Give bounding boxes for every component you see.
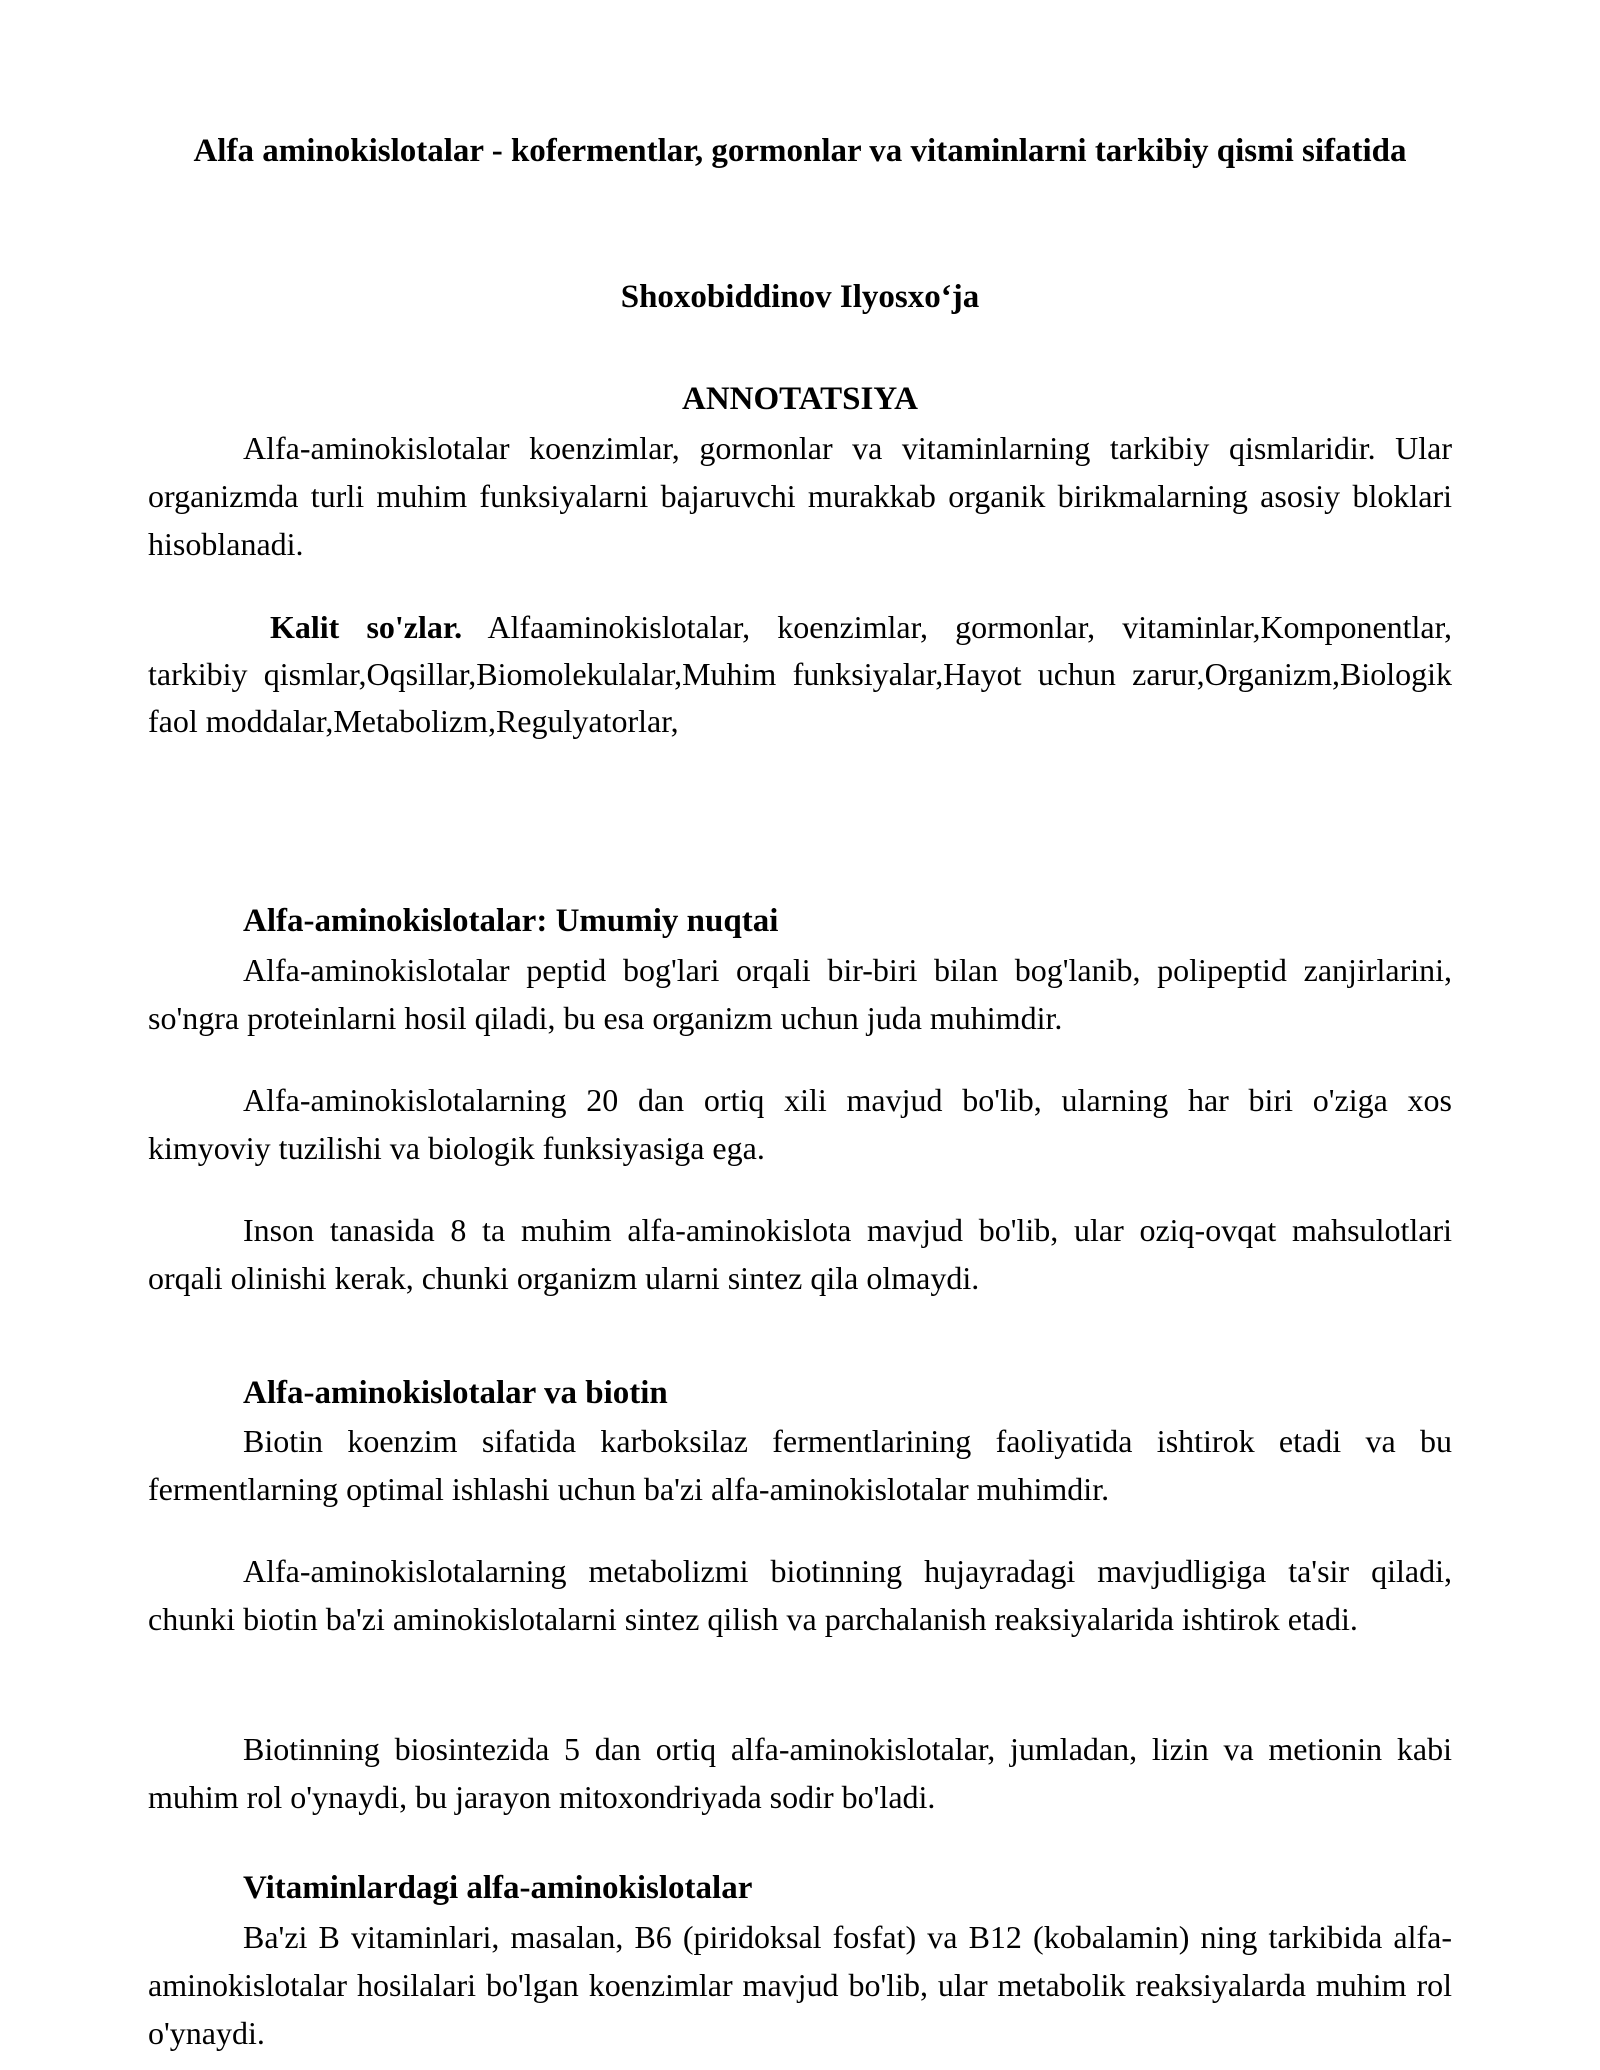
section-paragraph: Biotinning biosintezida 5 dan ortiq alfa-aminokislotalar, jumladan, lizin va metionin kabi muhim rol o'ynaydi, bu jarayon mitoxondriyada sodir bo'ladi. — [148, 1731, 1452, 1815]
section-heading: Vitaminlardagi alfa-aminokislotalar — [243, 1870, 753, 1906]
section-paragraph: Biotin koenzim sifatida karboksilaz fermentlarining faoliyatida ishtirok etadi va bu fermentlarning optimal ishlashi uchun ba'zi alfa-aminokislotalar muhimdir. — [148, 1423, 1452, 1507]
keywords-label: Kalit so'zlar. — [270, 609, 463, 645]
keywords-paragraph — [148, 604, 1452, 745]
document-title: Alfa aminokislotalar - kofermentlar, gormonlar va vitaminlarni tarkibiy qismi sifatida — [193, 133, 1407, 169]
section-paragraph: Inson tanasida 8 ta muhim alfa-aminokislota mavjud bo'lib, ular oziq-ovqat mahsulotlari orqali olinishi kerak, chunki organizm ularni sintez qila olmaydi. — [148, 1212, 1452, 1296]
section-heading: Alfa-aminokislotalar va biotin — [243, 1375, 668, 1411]
section-paragraph: Ba'zi B vitaminlari, masalan, B6 (piridoksal fosfat) va B12 (kobalamin) ning tarkibida alfa-aminokislotalar hosilalari bo'lgan koenzimlar mavjud bo'lib, ular metabolik reaksiyalarda muhim rol o'ynaydi. — [148, 1919, 1452, 2051]
section-paragraph: Alfa-aminokislotalarning 20 dan ortiq xili mavjud bo'lib, ularning har biri o'ziga xos kimyoviy tuzilishi va biologik funksiyasiga ega. — [148, 1082, 1452, 1166]
document-page — [148, 0, 1452, 2070]
section-paragraph: Alfa-aminokislotalar peptid bog'lari orqali bir-biri bilan bog'lanib, polipeptid zanjirlarini, so'ngra proteinlarni hosil qiladi, bu esa organizm uchun juda muhimdir. — [148, 952, 1452, 1036]
annotation-heading: ANNOTATSIYA — [682, 381, 918, 417]
section-heading: Alfa-aminokislotalar: Umumiy nuqtai — [243, 903, 779, 939]
author-name: Shoxobiddinov Ilyosxo‘ja — [620, 279, 980, 315]
section-paragraph: Alfa-aminokislotalarning metabolizmi biotinning hujayradagi mavjudligiga ta'sir qiladi, chunki biotin ba'zi aminokislotalarni sintez qilish va parchalanish reaksiyalarida ishtirok etadi. — [148, 1553, 1452, 1637]
annotation-paragraph: Alfa-aminokislotalar koenzimlar, gormonlar va vitaminlarning tarkibiy qismlaridir. Ular organizmda turli muhim funksiyalarni bajaruvchi murakkab organik birikmalarning asosiy bloklari hisoblanadi. — [148, 430, 1452, 562]
keywords-text: Alfaaminokislotalar, koenzimlar, gormonlar, vitaminlar,Komponentlar, tarkibiy qismlar,Oqsillar,Biomolekulalar,Muhim funksiyalar,Hayot uchun zarur,Organizm,Biologik faol moddalar,Metabolizm,Regulyatorlar, — [148, 609, 1452, 739]
